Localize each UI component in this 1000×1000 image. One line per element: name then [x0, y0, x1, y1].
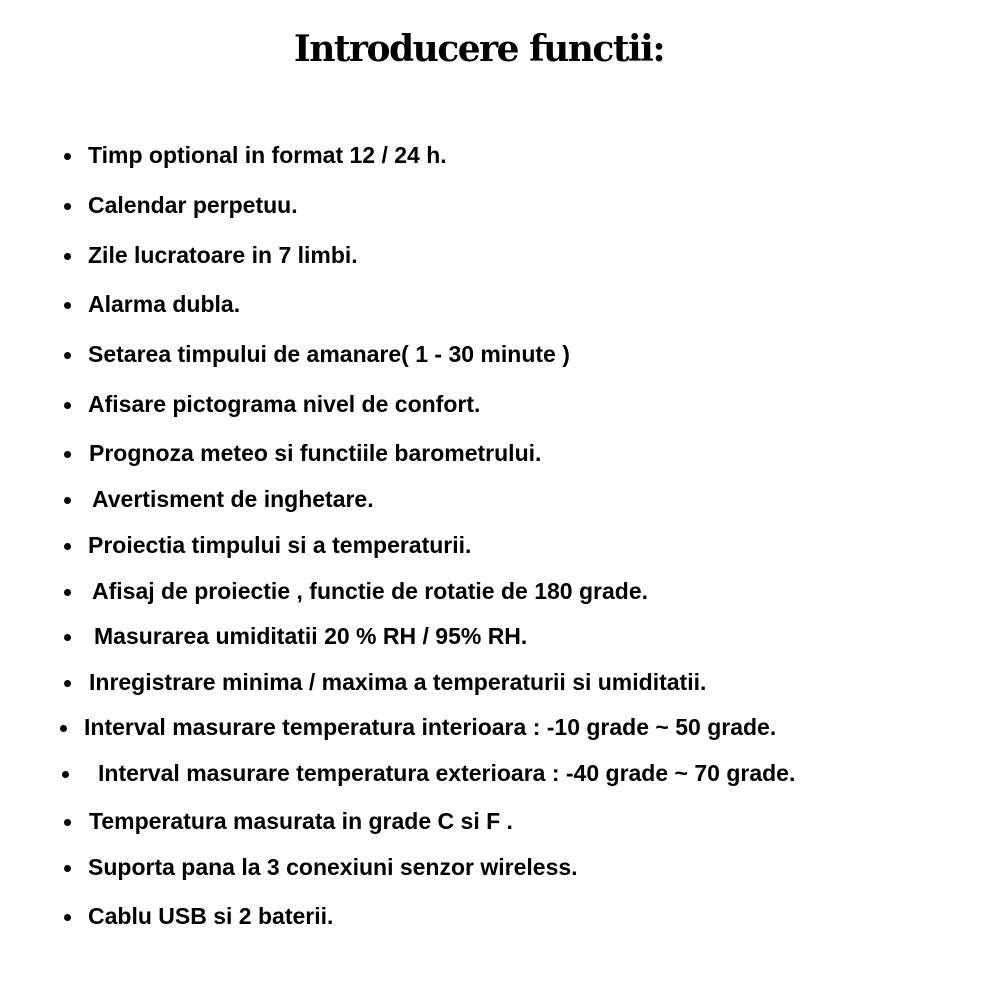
feature-text: Alarma dubla. [88, 291, 241, 317]
feature-text: Calendar perpetuu. [88, 192, 298, 218]
bullet-icon [64, 819, 71, 826]
bullet-icon [64, 253, 71, 260]
feature-text: Afisaj de proiectie , functie de rotatie de 180 grade. [92, 578, 648, 604]
feature-text: Cablu USB si 2 baterii. [88, 903, 334, 929]
feature-text: Inregistrare minima / maxima a temperaturii si umiditatii. [89, 669, 707, 695]
bullet-icon [64, 680, 71, 687]
feature-text: Masurarea umiditatii 20 % RH / 95% RH. [94, 623, 528, 649]
bullet-icon [64, 865, 71, 872]
feature-text: Afisare pictograma nivel de confort. [88, 391, 481, 417]
feature-text: Interval masurare temperatura interioara : -10 grade ~ 50 grade. [84, 714, 777, 740]
feature-text: Interval masurare temperatura exterioara : -40 grade ~ 70 grade. [98, 760, 796, 786]
bullet-icon [60, 725, 67, 732]
feature-text: Zile lucratoare in 7 limbi. [88, 242, 358, 268]
bullet-icon [64, 352, 71, 359]
bullet-icon [64, 153, 71, 160]
bullet-icon [64, 634, 71, 641]
bullet-icon [64, 451, 71, 458]
feature-text: Suporta pana la 3 conexiuni senzor wireless. [88, 854, 578, 880]
page-title: Introducere functii: [293, 28, 665, 70]
bullet-icon [64, 914, 71, 921]
bullet-icon [64, 402, 71, 409]
bullet-icon [62, 771, 69, 778]
bullet-icon [64, 203, 71, 210]
feature-text: Proiectia timpului si a temperaturii. [88, 532, 472, 558]
bullet-icon [64, 302, 71, 309]
feature-text: Temperatura masurata in grade C si F . [89, 808, 513, 834]
feature-text: Timp optional in format 12 / 24 h. [88, 142, 447, 168]
bullet-icon [64, 543, 71, 550]
bullet-icon [64, 497, 71, 504]
bullet-icon [64, 589, 71, 596]
feature-text: Setarea timpului de amanare( 1 - 30 minute ) [88, 341, 570, 367]
feature-text: Prognoza meteo si functiile barometrului. [89, 440, 542, 466]
feature-text: Avertisment de inghetare. [92, 486, 374, 512]
